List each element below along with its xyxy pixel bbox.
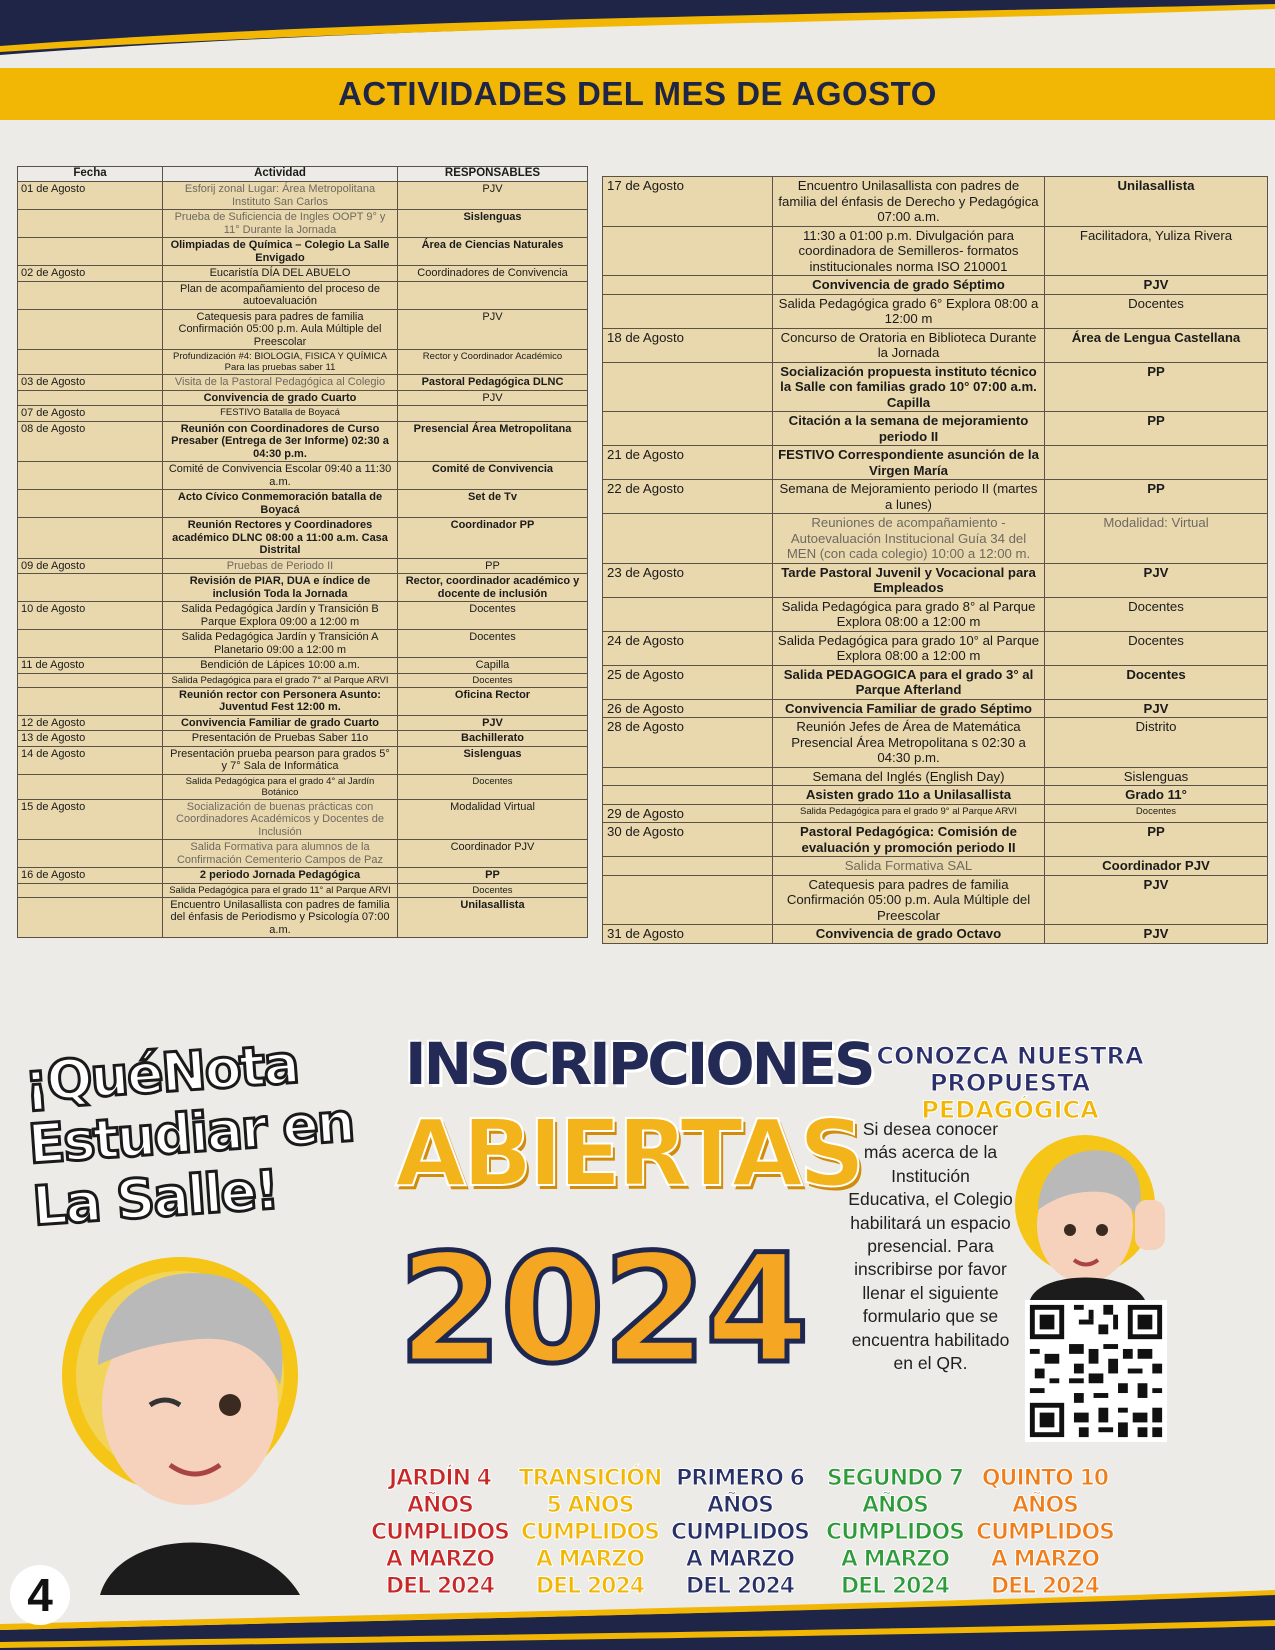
activity-cell: FESTIVO Batalla de Boyacá	[163, 406, 398, 422]
table-row	[18, 518, 588, 559]
date-cell: 16 de Agosto	[18, 868, 163, 884]
date-cell: 14 de Agosto	[18, 746, 163, 774]
page-title: ACTIVIDADES DEL MES DE AGOSTO	[338, 75, 937, 112]
activity-cell: Salida Pedagógica Jardín y Transición A Planetario 09:00 a 12:00 m	[163, 630, 398, 658]
activity-cell: Convivencia de grado Octavo	[773, 925, 1045, 944]
responsible-cell: Set de Tv	[398, 490, 588, 518]
activity-cell: Prueba de Suficiencia de Ingles OOPT 9° y 11° Durante la Jornada	[163, 210, 398, 238]
activity-cell: 2 periodo Jornada Pedagógica	[163, 868, 398, 884]
date-cell	[18, 897, 163, 938]
table-row	[18, 375, 588, 391]
table-right-body	[603, 177, 1268, 944]
activity-cell: Plan de acompañamiento del proceso de autoevaluación	[163, 281, 398, 309]
date-cell	[18, 490, 163, 518]
activity-cell: Pruebas de Periodo II	[163, 558, 398, 574]
qr-code-icon[interactable]	[1025, 1300, 1167, 1442]
date-cell	[18, 390, 163, 406]
table-row	[18, 210, 588, 238]
table-row	[18, 406, 588, 422]
table-row	[603, 177, 1268, 227]
header-fecha: Fecha	[18, 167, 163, 182]
grade-primero: PRIMERO 6 AÑOS CUMPLIDOS A MARZO DEL 2024	[670, 1466, 810, 1599]
date-cell: 02 de Agosto	[18, 266, 163, 282]
date-cell	[18, 350, 163, 375]
top-decorative-band	[0, 0, 1275, 60]
slogan-line-2: Estudiar en	[26, 1090, 356, 1177]
table-row	[18, 350, 588, 375]
grade-transicion: TRANSICIÓN 5 AÑOS CUMPLIDOS A MARZO DEL 2024	[518, 1466, 662, 1599]
date-cell: 23 de Agosto	[603, 563, 773, 597]
responsible-cell: Coordinador PJV	[1045, 857, 1268, 876]
table-row	[603, 699, 1268, 718]
activity-cell: Citación a la semana de mejoramiento periodo II	[773, 412, 1045, 446]
responsible-cell: Sislenguas	[398, 746, 588, 774]
table-row	[18, 182, 588, 210]
activity-cell: Salida Pedagógica para el grado 11° al Parque ARVI	[163, 883, 398, 897]
activity-cell: Tarde Pastoral Juvenil y Vocacional para Empleados	[773, 563, 1045, 597]
table-row	[603, 718, 1268, 768]
responsible-cell: PJV	[1045, 699, 1268, 718]
date-cell	[18, 630, 163, 658]
responsible-cell: Docentes	[398, 602, 588, 630]
responsible-cell: Docentes	[398, 883, 588, 897]
grade-jardin: JARDÍN 4 AÑOS CUMPLIDOS A MARZO DEL 2024	[370, 1466, 510, 1599]
responsible-cell: Modalidad Virtual	[398, 799, 588, 840]
activity-cell: Socialización de buenas prácticas con Coordinadores Académicos y Docentes de Inclusión	[163, 799, 398, 840]
date-cell: 24 de Agosto	[603, 631, 773, 665]
responsible-cell: Sislenguas	[1045, 767, 1268, 786]
date-cell: 18 de Agosto	[603, 328, 773, 362]
table-row	[603, 276, 1268, 295]
responsible-cell: Rector y Coordinador Académico	[398, 350, 588, 375]
table-row	[603, 597, 1268, 631]
date-cell	[603, 412, 773, 446]
responsible-cell: PJV	[1045, 875, 1268, 925]
table-row	[603, 446, 1268, 480]
table-row	[18, 558, 588, 574]
date-cell	[18, 309, 163, 350]
enrollment-info-text: Si desea conocer más acerca de la Institución Educativa, el Colegio habilitará un espacio presencial. Para inscribirse por favor llenar el siguiente formulario que se encuentra habilitado en el QR.	[848, 1119, 1013, 1374]
responsible-cell: PJV	[1045, 563, 1268, 597]
table-row	[603, 925, 1268, 944]
mascot-wink-avatar	[40, 1255, 370, 1595]
inscripciones-heading: INSCRIPCIONES	[405, 1030, 873, 1098]
activity-cell: Salida Pedagógica grado 6° Explora 08:00 a 12:00 m	[773, 294, 1045, 328]
grades-list	[365, 1465, 1125, 1605]
date-cell: 11 de Agosto	[18, 658, 163, 674]
responsible-cell: Área de Ciencias Naturales	[398, 238, 588, 266]
activity-cell: Comité de Convivencia Escolar 09:40 a 11:30 a.m.	[163, 462, 398, 490]
date-cell: 26 de Agosto	[603, 699, 773, 718]
date-cell	[18, 518, 163, 559]
date-cell	[603, 294, 773, 328]
slogan-line-1: ¡QuéNota	[21, 1032, 300, 1115]
responsible-cell: PJV	[1045, 276, 1268, 295]
activity-cell: Salida Pedagógica para el grado 9° al Parque ARVI	[773, 804, 1045, 823]
date-cell: 07 de Agosto	[18, 406, 163, 422]
activity-cell: Semana del Inglés (English Day)	[773, 767, 1045, 786]
responsible-cell: PJV	[1045, 925, 1268, 944]
responsible-cell: PJV	[398, 309, 588, 350]
mascot-wave-avatar	[1010, 1130, 1170, 1300]
date-cell	[18, 840, 163, 868]
table-row	[18, 462, 588, 490]
abiertas-heading: ABIERTAS	[395, 1100, 862, 1207]
date-cell	[18, 687, 163, 715]
responsible-cell: Sislenguas	[398, 210, 588, 238]
que-nota-slogan	[22, 1028, 384, 1238]
date-cell: 25 de Agosto	[603, 665, 773, 699]
date-cell	[603, 767, 773, 786]
responsible-cell	[398, 406, 588, 422]
activity-cell: Salida Pedagógica para el grado 7° al Parque ARVI	[163, 673, 398, 687]
activity-cell: FESTIVO Correspondiente asunción de la Virgen María	[773, 446, 1045, 480]
table-row	[18, 658, 588, 674]
responsible-cell: Distrito	[1045, 718, 1268, 768]
schedule-table-right	[602, 176, 1268, 944]
activity-cell: Encuentro Unilasallista con padres de familia del énfasis de Periodismo y Psicología 07:00 a.m.	[163, 897, 398, 938]
date-cell	[18, 673, 163, 687]
activity-cell: Salida Formativa SAL	[773, 857, 1045, 876]
activity-cell: Bendición de Lápices 10:00 a.m.	[163, 658, 398, 674]
responsible-cell: Docentes	[1045, 665, 1268, 699]
date-cell	[603, 226, 773, 276]
table-row	[18, 490, 588, 518]
date-cell: 21 de Agosto	[603, 446, 773, 480]
date-cell	[18, 883, 163, 897]
responsible-cell: Grado 11°	[1045, 786, 1268, 805]
table-row	[603, 362, 1268, 412]
responsible-cell: Docentes	[398, 630, 588, 658]
table-left-body	[18, 182, 588, 938]
grade-segundo: SEGUNDO 7 AÑOS CUMPLIDOS A MARZO DEL 2024	[825, 1466, 965, 1599]
responsible-cell: PP	[1045, 362, 1268, 412]
activity-cell: Concurso de Oratoria en Biblioteca Durante la Jornada	[773, 328, 1045, 362]
table-row	[18, 746, 588, 774]
table-row	[18, 281, 588, 309]
activity-cell: Salida Pedagógica para grado 8° al Parque Explora 08:00 a 12:00 m	[773, 597, 1045, 631]
table-row	[18, 630, 588, 658]
activity-cell: Semana de Mejoramiento periodo II (martes a lunes)	[773, 480, 1045, 514]
date-cell: 15 de Agosto	[18, 799, 163, 840]
responsible-cell: Modalidad: Virtual	[1045, 514, 1268, 564]
grade-quinto: QUINTO 10 AÑOS CUMPLIDOS A MARZO DEL 2024	[975, 1466, 1115, 1599]
activity-cell: Reunión rector con Personera Asunto: Juventud Fest 12:00 m.	[163, 687, 398, 715]
activity-cell: Pastoral Pedagógica: Comisión de evaluación y promoción periodo II	[773, 823, 1045, 857]
header-responsables: RESPONSABLES	[398, 167, 588, 182]
table-row	[18, 266, 588, 282]
date-cell	[603, 857, 773, 876]
responsible-cell: Docentes	[1045, 804, 1268, 823]
activity-cell: Profundización #4: BIOLOGIA, FISICA Y QUÍMICA Para las pruebas saber 11	[163, 350, 398, 375]
date-cell: 28 de Agosto	[603, 718, 773, 768]
activity-cell: Eucaristía DÍA DEL ABUELO	[163, 266, 398, 282]
table-row	[18, 883, 588, 897]
responsible-cell: Presencial Área Metropolitana	[398, 421, 588, 462]
activity-cell: Reunión con Coordinadores de Curso Presaber (Entrega de 3er Informe) 02:30 a 04:30 p.m.	[163, 421, 398, 462]
activity-cell: Convivencia de grado Séptimo	[773, 276, 1045, 295]
table-row	[603, 480, 1268, 514]
responsible-cell: Unilasallista	[1045, 177, 1268, 227]
responsible-cell: Docentes	[1045, 294, 1268, 328]
activity-cell: Salida Pedagógica para el grado 4° al Jardín Botánico	[163, 774, 398, 799]
table-row	[603, 875, 1268, 925]
responsible-cell: Capilla	[398, 658, 588, 674]
responsible-cell: Coordinador PP	[398, 518, 588, 559]
date-cell	[18, 281, 163, 309]
responsible-cell: Comité de Convivencia	[398, 462, 588, 490]
date-cell	[18, 774, 163, 799]
table-row	[18, 731, 588, 747]
date-cell: 29 de Agosto	[603, 804, 773, 823]
activity-cell: Salida Pedagógica para grado 10° al Parque Explora 08:00 a 12:00 m	[773, 631, 1045, 665]
year-2024: 2024	[398, 1223, 808, 1397]
responsible-cell: PP	[398, 558, 588, 574]
activity-cell: Catequesis para padres de familia Confirmación 05:00 p.m. Aula Múltiple del Preescolar	[773, 875, 1045, 925]
activity-cell: Reunión Jefes de Área de Matemática Presencial Área Metropolitana s 02:30 a 04:30 p.m.	[773, 718, 1045, 768]
date-cell: 31 de Agosto	[603, 925, 773, 944]
table-row	[603, 412, 1268, 446]
table-row	[603, 328, 1268, 362]
table-row	[603, 294, 1268, 328]
date-cell: 03 de Agosto	[18, 375, 163, 391]
title-bar	[0, 68, 1275, 120]
table-row	[18, 799, 588, 840]
table-row	[18, 673, 588, 687]
table-row	[18, 602, 588, 630]
activity-cell: Esforij zonal Lugar: Área Metropolitana Instituto San Carlos	[163, 182, 398, 210]
table-row	[603, 631, 1268, 665]
table-row	[18, 868, 588, 884]
responsible-cell	[398, 281, 588, 309]
activity-cell: Convivencia Familiar de grado Séptimo	[773, 699, 1045, 718]
activity-cell: Encuentro Unilasallista con padres de familia del énfasis de Derecho y Pedagógica 07:00 a.m.	[773, 177, 1045, 227]
date-cell: 13 de Agosto	[18, 731, 163, 747]
table-row	[603, 563, 1268, 597]
activity-cell: Acto Cívico Conmemoración batalla de Boyacá	[163, 490, 398, 518]
activity-cell: Reunión Rectores y Coordinadores académico DLNC 08:00 a 11:00 a.m. Casa Distrital	[163, 518, 398, 559]
responsible-cell: PJV	[398, 182, 588, 210]
activity-cell: Olimpiadas de Química – Colegio La Salle Envigado	[163, 238, 398, 266]
activity-cell: Convivencia de grado Cuarto	[163, 390, 398, 406]
date-cell: 10 de Agosto	[18, 602, 163, 630]
date-cell	[18, 462, 163, 490]
responsible-cell: Área de Lengua Castellana	[1045, 328, 1268, 362]
responsible-cell	[1045, 446, 1268, 480]
responsible-cell: PP	[1045, 412, 1268, 446]
responsible-cell: Docentes	[1045, 597, 1268, 631]
responsible-cell: Docentes	[1045, 631, 1268, 665]
table-row	[18, 897, 588, 938]
responsible-cell: Docentes	[398, 774, 588, 799]
table-row	[603, 514, 1268, 564]
responsible-cell: Docentes	[398, 673, 588, 687]
activity-cell: Presentación prueba pearson para grados 5° y 7° Sala de Informática	[163, 746, 398, 774]
date-cell	[603, 276, 773, 295]
date-cell: 12 de Agosto	[18, 715, 163, 731]
date-cell	[603, 786, 773, 805]
responsible-cell: Facilitadora, Yuliza Rivera	[1045, 226, 1268, 276]
conozca-propuesta: PROPUESTA	[929, 1069, 1091, 1097]
header-actividad: Actividad	[163, 167, 398, 182]
date-cell: 17 de Agosto	[603, 177, 773, 227]
date-cell	[603, 362, 773, 412]
date-cell	[18, 574, 163, 602]
activity-cell: Salida Pedagógica Jardín y Transición B Parque Explora 09:00 a 12:00 m	[163, 602, 398, 630]
date-cell	[18, 238, 163, 266]
date-cell: 30 de Agosto	[603, 823, 773, 857]
activity-cell: Convivencia Familiar de grado Cuarto	[163, 715, 398, 731]
responsible-cell: PP	[398, 868, 588, 884]
activity-cell: Salida Formativa para alumnos de la Confirmación Cementerio Campos de Paz	[163, 840, 398, 868]
table-row	[603, 226, 1268, 276]
date-cell: 01 de Agosto	[18, 182, 163, 210]
table-row	[18, 774, 588, 799]
table-row	[603, 804, 1268, 823]
date-cell	[603, 875, 773, 925]
responsible-cell: Coordinador PJV	[398, 840, 588, 868]
responsible-cell: Oficina Rector	[398, 687, 588, 715]
activity-cell: Revisión de PIAR, DUA e índice de inclusión Toda la Jornada	[163, 574, 398, 602]
table-row	[603, 665, 1268, 699]
schedule-table-left	[17, 166, 588, 938]
date-cell	[603, 597, 773, 631]
responsible-cell: Unilasallista	[398, 897, 588, 938]
date-cell	[603, 514, 773, 564]
conozca-heading	[850, 1043, 1170, 1124]
activity-cell: Salida PEDAGOGICA para el grado 3° al Parque Afterland	[773, 665, 1045, 699]
table-row	[18, 574, 588, 602]
table-row	[603, 767, 1268, 786]
responsible-cell: Pastoral Pedagógica DLNC	[398, 375, 588, 391]
responsible-cell: Coordinadores de Convivencia	[398, 266, 588, 282]
date-cell: 08 de Agosto	[18, 421, 163, 462]
activity-cell: Presentación de Pruebas Saber 11o	[163, 731, 398, 747]
table-row	[18, 390, 588, 406]
conozca-line-2	[850, 1070, 1170, 1124]
date-cell: 22 de Agosto	[603, 480, 773, 514]
responsible-cell: Rector, coordinador académico y docente de inclusión	[398, 574, 588, 602]
conozca-pedagogica: PEDAGÓGICA	[921, 1096, 1099, 1124]
activity-cell: Catequesis para padres de familia Confirmación 05:00 p.m. Aula Múltiple del Preescolar	[163, 309, 398, 350]
activity-cell: 11:30 a 01:00 p.m. Divulgación para coordinadora de Semilleros- formatos institucionales norma ISO 210001	[773, 226, 1045, 276]
table-row	[18, 715, 588, 731]
responsible-cell: PJV	[398, 715, 588, 731]
date-cell: 09 de Agosto	[18, 558, 163, 574]
slogan-line-3: La Salle!	[30, 1158, 280, 1238]
activity-cell: Socialización propuesta instituto técnico la Salle con familias grado 10° 07:00 a.m. Capilla	[773, 362, 1045, 412]
responsible-cell: PJV	[398, 390, 588, 406]
table-row	[603, 857, 1268, 876]
activity-cell: Asisten grado 11o a Unilasallista	[773, 786, 1045, 805]
table-row	[18, 238, 588, 266]
activity-cell: Reuniones de acompañamiento - Autoevaluación Institucional Guía 34 del MEN (con cada colegio) 10:00 a 12:00 m.	[773, 514, 1045, 564]
table-row	[18, 421, 588, 462]
bottom-decorative-band	[0, 1590, 1275, 1650]
table-row	[18, 687, 588, 715]
table-row	[18, 309, 588, 350]
table-row	[603, 786, 1268, 805]
table-row	[18, 840, 588, 868]
activity-cell: Visita de la Pastoral Pedagógica al Colegio	[163, 375, 398, 391]
table-row	[603, 823, 1268, 857]
responsible-cell: PP	[1045, 480, 1268, 514]
page-number: 4	[10, 1565, 70, 1625]
responsible-cell: PP	[1045, 823, 1268, 857]
date-cell	[18, 210, 163, 238]
responsible-cell: Bachillerato	[398, 731, 588, 747]
conozca-line-1: CONOZCA NUESTRA	[876, 1042, 1144, 1070]
